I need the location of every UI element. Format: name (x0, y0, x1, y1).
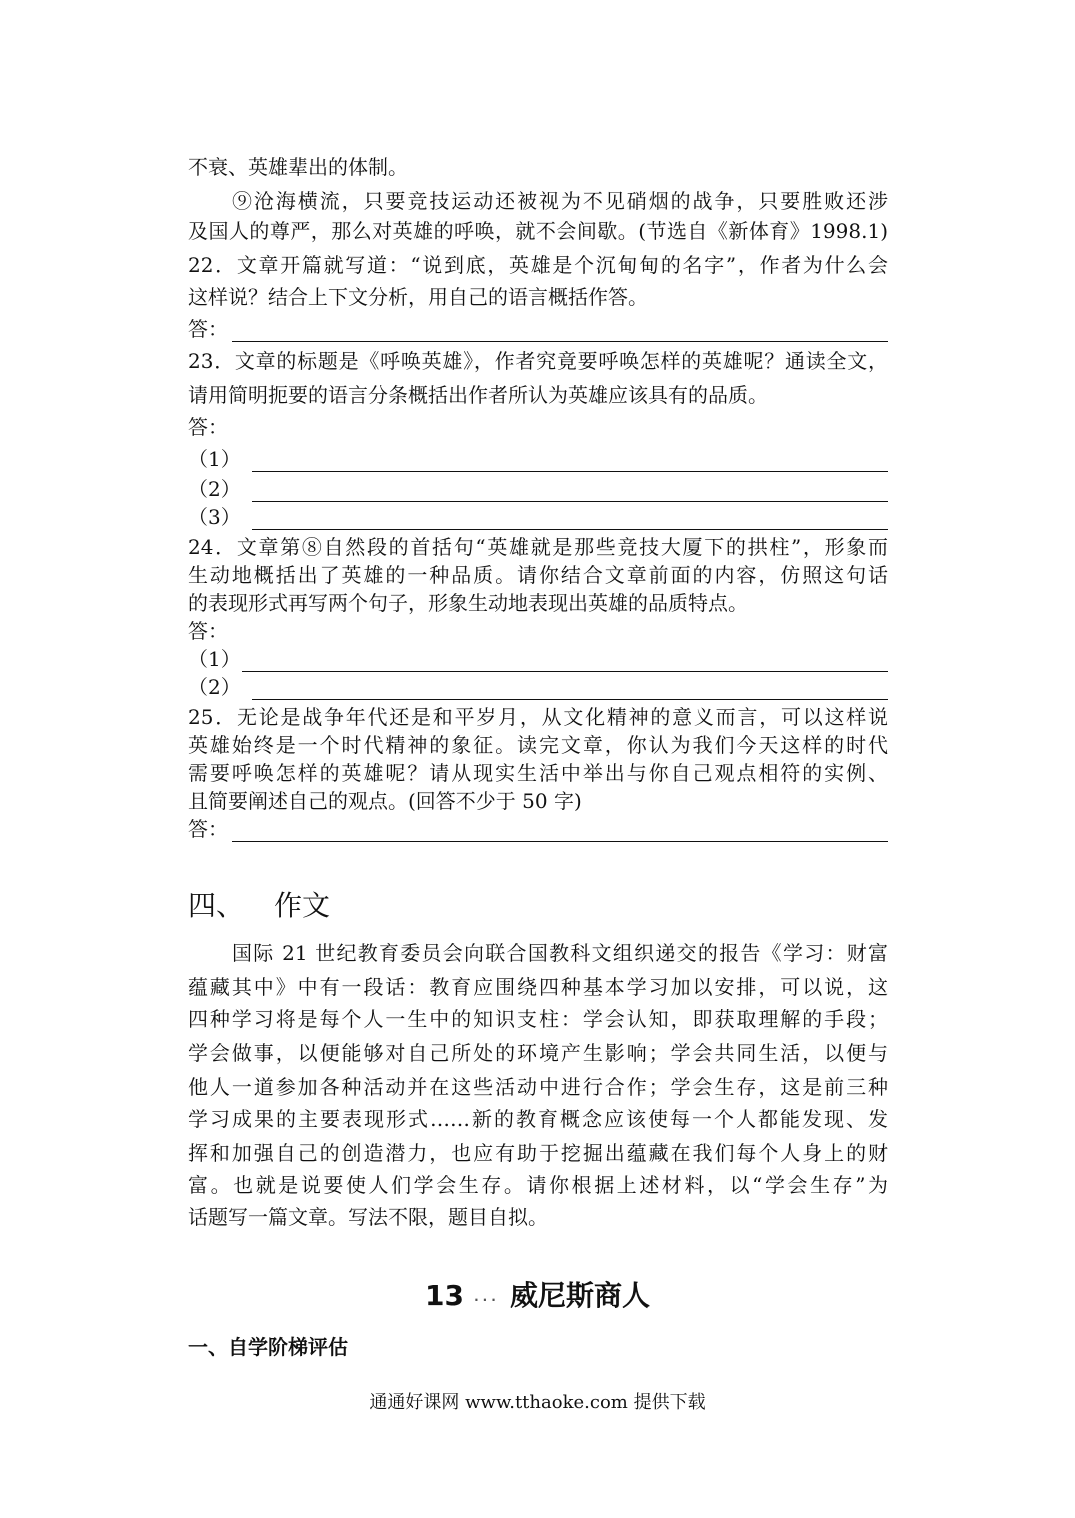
section-title: 作文 (274, 889, 331, 922)
essay-prompt-line: 挥和加强自己的创造潜力，也应有助于挖掘出蕴藏在我们每个人身上的财 (188, 1141, 888, 1165)
essay-prompt-line: 富。也就是说要使人们学会生存。请你根据上述材料，以“学会生存”为 (188, 1173, 888, 1197)
passage-line: ⑨沧海横流，只要竞技运动还被视为不见硝烟的战争，只要胜败还涉 (232, 189, 888, 213)
essay-prompt-line: 四种学习将是每个人一生中的知识支柱：学会认知，即获取理解的手段； (188, 1007, 888, 1031)
question-25-text: 英雄始终是一个时代精神的象征。读完文章，你认为我们今天这样的时代 (188, 733, 888, 757)
subsection-heading: 一、自学阶梯评估 (188, 1335, 348, 1359)
essay-prompt-line: 学会做事，以便能够对自己所处的环境产生影响；学会共同生活，以便与 (188, 1041, 888, 1065)
item-number: （2） (188, 477, 241, 501)
item-number: （2） (188, 675, 241, 699)
question-25-text: 需要呼唤怎样的英雄呢？请从现实生活中举出与你自己观点相符的实例、 (188, 761, 888, 785)
essay-prompt-line: 学习成果的主要表现形式……新的教育概念应该使每一个人都能发现、发 (188, 1107, 888, 1131)
lesson-number: 13 (425, 1279, 464, 1312)
page-footer: 通通好课网 www.tthaoke.com 提供下载 (369, 1392, 706, 1413)
passage-line: 不衰、英雄辈出的体制。 (188, 155, 408, 179)
question-24-answer-1[interactable] (188, 644, 888, 674)
essay-prompt-line: 他人一道参加各种活动并在这些活动中进行合作；学会生存，这是前三种 (188, 1075, 888, 1099)
answer-blank-line[interactable] (232, 341, 888, 342)
question-24-text: 生动地概括出了英雄的一种品质。请你结合文章前面的内容，仿照这句话 (188, 563, 888, 587)
question-22-answer[interactable] (188, 314, 888, 344)
question-23-answer-2[interactable] (188, 474, 888, 504)
question-25-text: 且简要阐述自己的观点。(回答不少于 50 字) (188, 789, 582, 813)
question-23-answer-1[interactable] (188, 444, 888, 474)
question-23-text: 23．文章的标题是《呼唤英雄》，作者究竟要呼唤怎样的英雄呢？通读全文， (188, 349, 888, 373)
question-24-answer-2[interactable] (188, 672, 888, 702)
answer-blank-line[interactable] (252, 529, 888, 530)
passage-line: 及国人的尊严，那么对英雄的呼唤，就不会间歇。(节选自《新体育》1998.1) (188, 219, 888, 243)
answer-label: 答： (188, 317, 228, 341)
essay-prompt-line: 国际 21 世纪教育委员会向联合国教科文组织递交的报告《学习：财富 (232, 941, 888, 965)
answer-blank-line[interactable] (252, 699, 888, 700)
answer-label: 答： (188, 619, 228, 643)
question-22-text: 这样说？结合上下文分析，用自己的语言概括作答。 (188, 285, 648, 309)
question-22-text: 22．文章开篇就写道：“说到底，英雄是个沉甸甸的名字”，作者为什么会 (188, 253, 888, 277)
answer-blank-line[interactable] (252, 471, 888, 472)
dot-leader: ... (474, 1290, 500, 1304)
essay-prompt-line: 蕴藏其中》中有一段话：教育应围绕四种基本学习加以安排，可以说，这 (188, 975, 888, 999)
question-23-text: 请用简明扼要的语言分条概括出作者所认为英雄应该具有的品质。 (188, 383, 768, 407)
item-number: （1） (188, 647, 241, 671)
question-24-text: 24．文章第⑧自然段的首括句“英雄就是那些竞技大厦下的拱柱”，形象而 (188, 535, 888, 559)
lesson-name: 威尼斯商人 (509, 1279, 650, 1312)
section-heading (188, 886, 330, 926)
question-25-answer[interactable] (188, 814, 888, 844)
answer-label: 答： (188, 817, 228, 841)
answer-label: 答： (188, 415, 228, 439)
essay-prompt-line: 话题写一篇文章。写法不限，题目自拟。 (188, 1205, 548, 1229)
section-number: 四、 (188, 889, 245, 922)
item-number: （1） (188, 447, 241, 471)
answer-blank-line[interactable] (232, 841, 888, 842)
question-25-text: 25．无论是战争年代还是和平岁月，从文化精神的意义而言，可以这样说 (188, 705, 888, 729)
question-23-answer-3[interactable] (188, 502, 888, 532)
question-24-text: 的表现形式再写两个句子，形象生动地表现出英雄的品质特点。 (188, 591, 748, 615)
lesson-title (0, 1276, 1075, 1317)
item-number: （3） (188, 505, 241, 529)
